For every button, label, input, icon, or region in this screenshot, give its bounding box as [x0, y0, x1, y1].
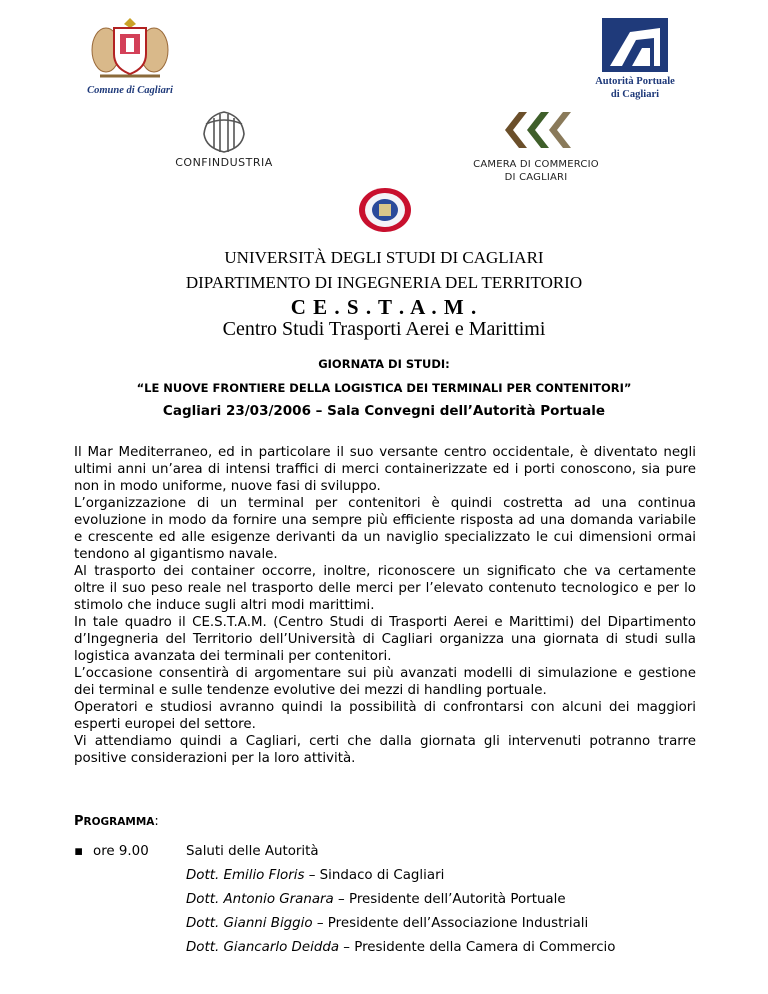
- speaker-role: – Presidente dell’Autorità Portuale: [333, 892, 566, 907]
- comune-caption: Comune di Cagliari: [87, 85, 173, 96]
- camera-caption-line2: DI CAGLIARI: [504, 172, 568, 183]
- confindustria-logo-icon: [196, 108, 252, 154]
- speaker-line: [186, 888, 566, 912]
- university-name: UNIVERSITÀ DEGLI STUDI DI CAGLIARI: [224, 248, 544, 267]
- speaker-line: [186, 864, 444, 888]
- coat-of-arms-icon: [80, 14, 180, 82]
- program-bullet: ▪: [74, 844, 84, 859]
- university-seal: [357, 186, 413, 234]
- program-item-title: Saluti delle Autorità: [186, 844, 319, 859]
- speaker-line: [186, 912, 588, 936]
- center-name: Centro Studi Trasporti Aerei e Marittimi: [222, 318, 546, 340]
- speaker-name: Dott. Gianni Biggio: [186, 916, 313, 931]
- programma-heading-initial: P: [74, 814, 84, 829]
- event-label: GIORNATA DI STUDI:: [318, 357, 450, 371]
- programma-heading: [74, 810, 159, 829]
- event-title: “LE NUOVE FRONTIERE DELLA LOGISTICA DEI TERMINALI PER CONTENITORI”: [136, 381, 632, 395]
- confindustria-caption: CONFINDUSTRIA: [175, 156, 273, 169]
- programma-heading-rest: ROGRAMMA: [83, 816, 155, 828]
- intro-text: [74, 444, 696, 767]
- speaker-role: – Presidente dell’Associazione Industriali: [312, 916, 589, 931]
- chamber-logo-icon: [501, 104, 571, 154]
- paragraph: Operatori e studiosi avranno quindi la possibilità di confrontarsi con alcuni dei maggiori esperti europei del settore.: [74, 700, 696, 732]
- paragraph: L’organizzazione di un terminal per contenitori è quindi costretta ad una continua evoluzione in modo da fornire una sempre più efficiente risposta ad una domanda variabile e crescente ed alle esigenze derivanti da un naviglio specializzato le cui dimensioni ormai tendono al gigantismo navale.: [74, 496, 696, 562]
- paragraph: Vi attendiamo quindi a Cagliari, certi che dalla giornata gli intervenuti potranno trarre positive considerazioni per la loro attività.: [74, 734, 696, 766]
- event-date-place: Cagliari 23/03/2006 – Sala Convegni dell’Autorità Portuale: [162, 403, 606, 419]
- department-name: DIPARTIMENTO DI INGEGNERIA DEL TERRITORIO: [185, 273, 583, 292]
- cestam-acronym: C E . S . T . A . M .: [290, 295, 478, 319]
- speaker-name: Dott. Emilio Floris: [186, 868, 305, 883]
- confindustria-logo: [166, 108, 282, 170]
- paragraph: Al trasporto dei container occorre, inoltre, riconoscere un significato che va certamente oltre il suo peso reale nel trasporto delle merci per l’elevato contenuto tecnologico e per lo stimolo che induce sugli altri modi marittimi.: [74, 564, 696, 613]
- autorita-portuale-logo: [590, 18, 680, 108]
- paragraph: In tale quadro il CE.S.T.A.M. (Centro Studi di Trasporti Aerei e Marittimi) del Dipartimento d’Ingegneria del Territorio dell’Università di Cagliari organizza una giornata di studi sulla logistica avanzata dei terminali per contenitori.: [74, 615, 696, 664]
- program-time: ore 9.00: [93, 844, 149, 859]
- university-seal-icon: [357, 186, 413, 234]
- speaker-name: Dott. Giancarlo Deidda: [186, 940, 340, 955]
- port-authority-logo-icon: [602, 18, 668, 72]
- autorita-caption-line2: di Cagliari: [610, 89, 660, 100]
- autorita-caption-line1: Autorità Portuale: [595, 76, 675, 87]
- speaker-role: – Sindaco di Cagliari: [304, 868, 445, 883]
- camera-commercio-logo: [470, 104, 602, 184]
- camera-caption-line1: CAMERA DI COMMERCIO: [473, 159, 599, 170]
- speaker-role: – Presidente della Camera di Commercio: [339, 940, 616, 955]
- paragraph: Il Mar Mediterraneo, ed in particolare il suo versante centro occidentale, è diventato negli ultimi anni un’area di intensi traffici di merci containerizzate ed i porti conoscono, sia pure non in modo uniforme, nuove fasi di sviluppo.: [74, 445, 696, 494]
- speaker-line: [186, 936, 615, 960]
- paragraph: L’occasione consentirà di argomentare sui più avanzati modelli di simulazione e gestione dei terminal e sulle tendenze evolutive dei mezzi di handling portuale.: [74, 666, 696, 698]
- programma-heading-colon: :: [154, 814, 159, 829]
- speaker-name: Dott. Antonio Granara: [186, 892, 334, 907]
- comune-logo: [80, 14, 180, 96]
